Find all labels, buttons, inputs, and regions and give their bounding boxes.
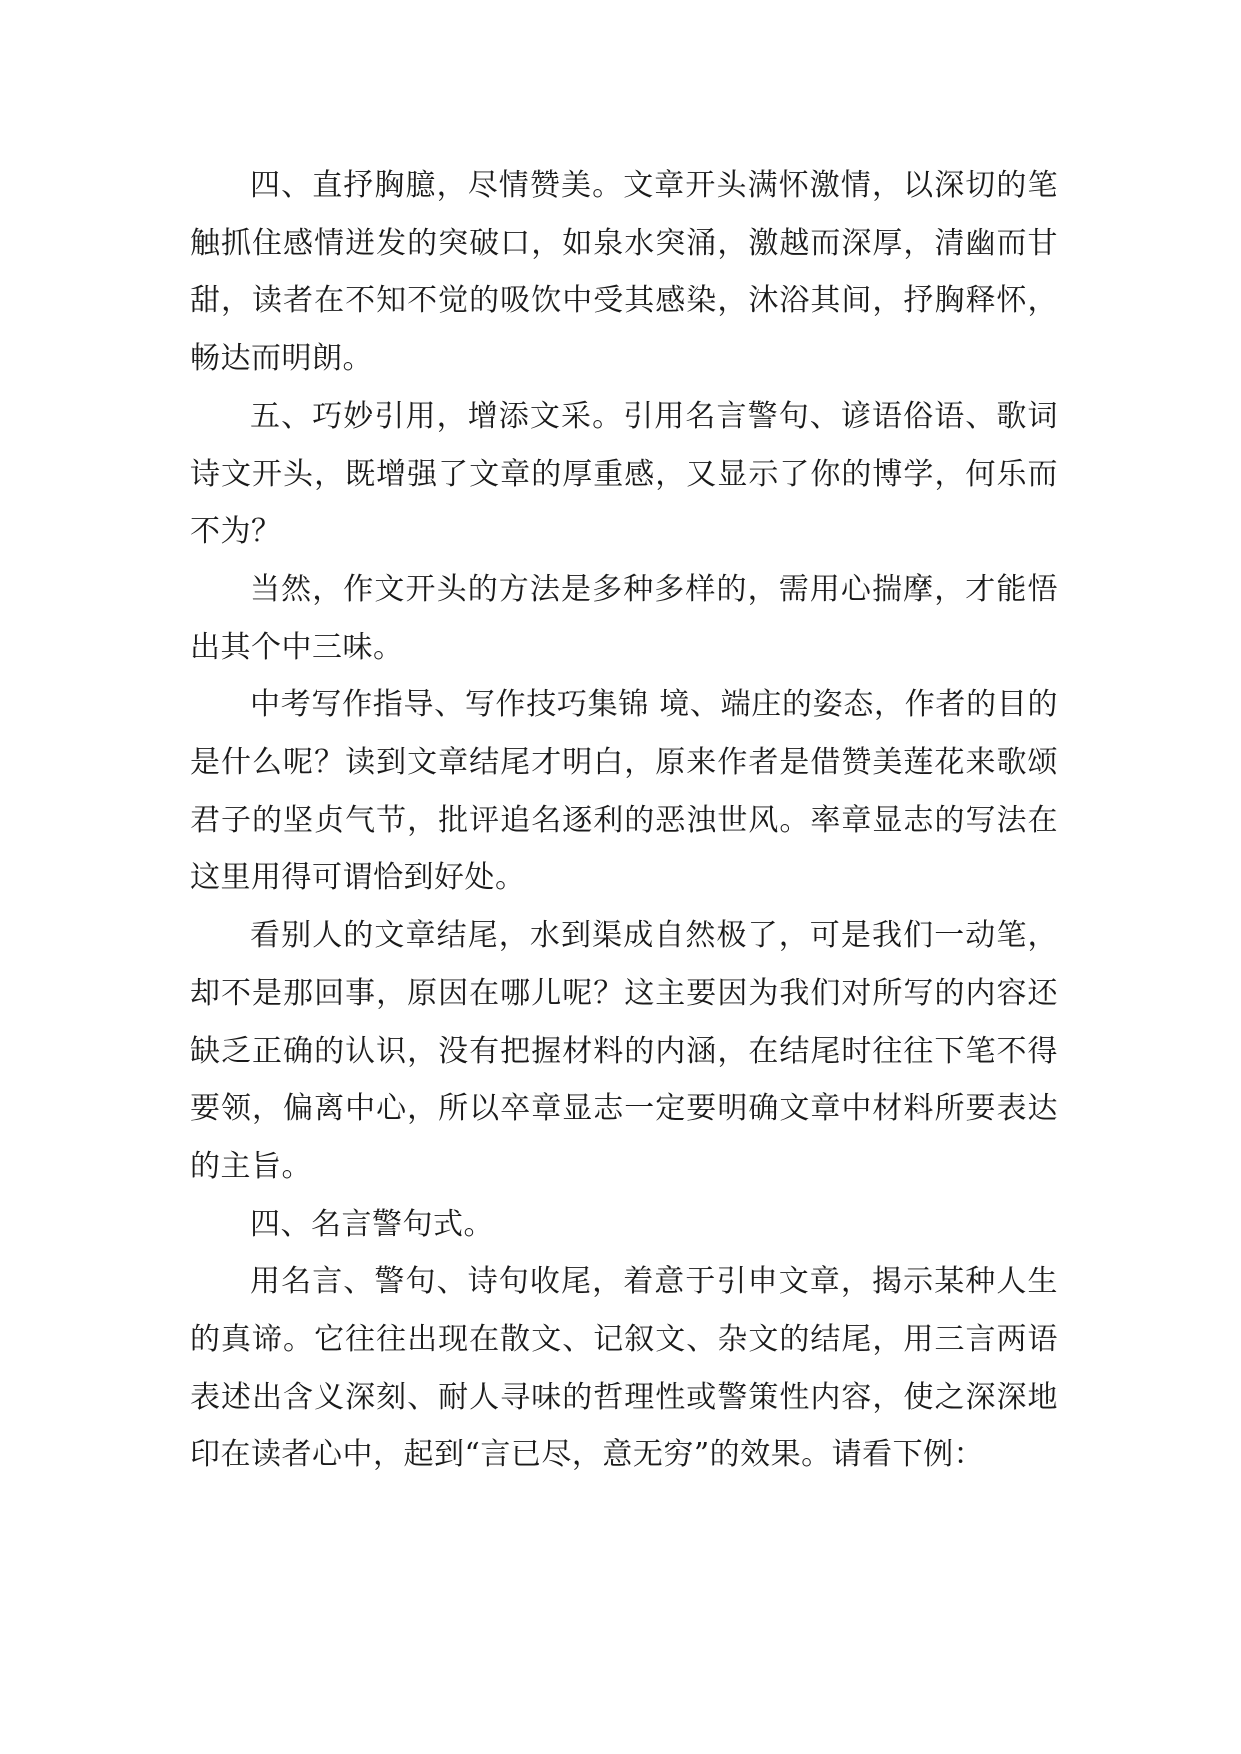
paragraph-ending-problem: 看别人的文章结尾，水到渠成自然极了，可是我们一动笔，却不是那回事，原因在哪儿呢？这主要因为我们对所写的内容还缺乏正确的认识，没有把握材料的内涵，在结尾时往往下笔不得要领，偏离中心，所以卒章显志一定要明确文章中材料所要表达的主旨。: [190, 918, 1058, 1184]
document-body: [190, 157, 1058, 1484]
paragraph-opening-methods: 当然，作文开头的方法是多种多样的，需用心揣摩，才能悟出其个中三味。: [190, 571, 1058, 665]
paragraph-quote-ending: 用名言、警句、诗句收尾，着意于引申文章，揭示某种人生的真谛。它往往出现在散文、记叙文、杂文的结尾，用三言两语表述出含义深刻、耐人寻味的哲理性或警策性内容，使之深深地印在读者心中，起到“言已尽，意无穷”的效果。请看下例：: [190, 1264, 1058, 1473]
paragraph-writing-guide: 中考写作指导、写作技巧集锦 境、端庄的姿态，作者的目的是什么呢？读到文章结尾才明白，原来作者是借赞美莲花来歌颂君子的坚贞气节，批评追名逐利的恶浊世风。率章显志的写法在这里用得可谓恰到好处。: [190, 687, 1058, 896]
section-heading-famous-quotes: 四、名言警句式。: [250, 1206, 494, 1242]
paragraph-clever-quotation: 五、巧妙引用，增添文采。引用名言警句、谚语俗语、歌词诗文开头，既增强了文章的厚重感，又显示了你的博学，何乐而不为？: [190, 398, 1058, 550]
paragraph-direct-expression: 四、直抒胸臆，尽情赞美。文章开头满怀激情，以深切的笔触抓住感情迸发的突破口，如泉水突涌，激越而深厚，清幽而甘甜，读者在不知不觉的吸饮中受其感染，沐浴其间，抒胸释怀，畅达而明朗。: [190, 168, 1058, 377]
